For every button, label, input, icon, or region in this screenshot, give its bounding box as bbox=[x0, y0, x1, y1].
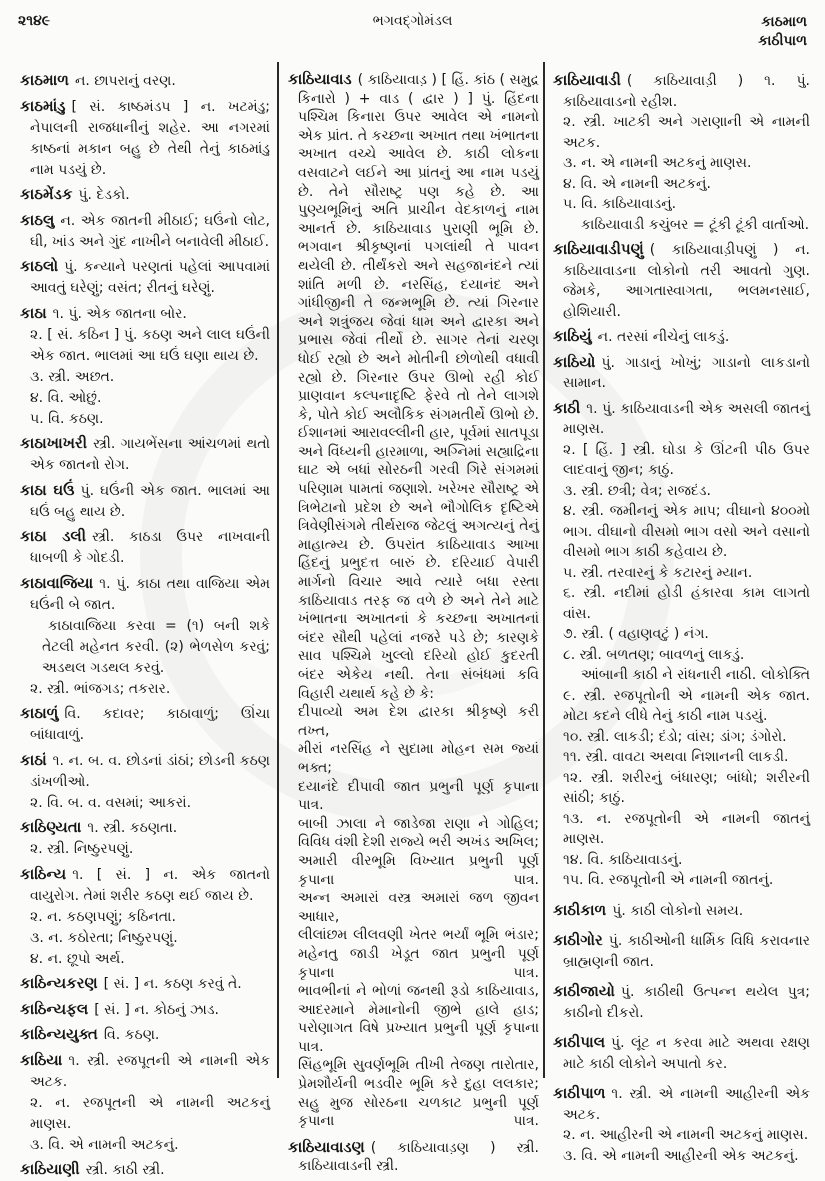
page-number: ૨૧૪૯ bbox=[18, 13, 51, 29]
verse-line: પ્રેમશૌર્યની ભડવીર ભૂમિ કરે દુહા લલકાર; bbox=[298, 1076, 539, 1093]
headword: કાઠા ઘઉં bbox=[20, 480, 75, 499]
sense-line: ૩. ન. એ નામની અટકનું માણસ. bbox=[563, 155, 752, 171]
definition: પું. કાઠી લોકોનો સમય. bbox=[612, 902, 744, 919]
column-divider-right bbox=[543, 62, 545, 1078]
headword: કાઠિણ્યતા bbox=[20, 818, 82, 836]
definition: સ્ત્રી. કાઠી સ્ત્રી. bbox=[85, 1162, 165, 1178]
usage-example: કાઠિયાવાડી કચુંબર = ટૂંકી ટૂંકી વાર્તાઓ. bbox=[581, 216, 810, 233]
headword: કાઠિન્યફલ bbox=[20, 999, 89, 1018]
definition: ૧. પું. કાઠિયાવાડની એક અસલી જાતનું માણસ. bbox=[563, 400, 810, 437]
definition: ૧. ન. બ. વ. છોડનાં ડાંઠાં; છોડની કઠણ ડાંખળીઓ. bbox=[30, 752, 270, 790]
definition: ન. છાપરાનું વરણ. bbox=[74, 73, 176, 89]
sense-line: ૨. ન. આહીરની એ નામની અટકનું માણસ. bbox=[563, 1127, 809, 1143]
sense-line: ૨. [ સં. કઠિન ] પું. કઠણ અને લાલ ઘઉંની એક જાત. ભાલમાં આ ઘઉં ઘણા થાય છે. bbox=[30, 326, 270, 364]
guide-words bbox=[758, 13, 807, 51]
headword: કાઠિયાવાડણ bbox=[288, 1137, 365, 1156]
headword: કાઠાળું bbox=[20, 704, 59, 722]
sense-line: ૨. સ્ત્રી. ખાટકી અને ગરાણાની એ નામની અટક. bbox=[563, 114, 810, 151]
headword: કાઠિન્યયુક્ત bbox=[20, 1025, 98, 1043]
verse-line: મીરાં નરસિંહ ને સુદામા મોહન સમ જ્યાં ભક્ત; bbox=[298, 741, 539, 776]
definition: ( કાઠિયાવાડ઼ી ) ૧. પું. કાઠિયાવાડનો રહીશ. bbox=[563, 73, 810, 110]
dictionary-entry bbox=[553, 930, 810, 972]
headword: કાઠમાળ bbox=[20, 71, 69, 89]
dictionary-entry bbox=[20, 210, 270, 253]
dictionary-entry bbox=[20, 433, 270, 476]
headword: કાઠિયો bbox=[553, 352, 596, 371]
usage-example: કાઠાવાજિયા કરવા = (૧) બની શકે તેટલી મહેનત કરવી. (૨) ભેળસેળ કરવું; અડથલ ગડથલ કરવું. bbox=[42, 617, 270, 676]
dictionary-entry bbox=[20, 184, 270, 206]
dictionary-entry bbox=[20, 526, 270, 569]
sense-line: ૫. વિ. કઠણ. bbox=[30, 410, 104, 427]
headword: કાઠલુ bbox=[20, 210, 55, 229]
headword: કાઠિયાવાડીપણું bbox=[553, 240, 644, 258]
proverb-source: લોકોક્તિ bbox=[761, 667, 810, 683]
dictionary-entry bbox=[20, 1159, 270, 1181]
sense-line: ૩. વિ. એ નામની આહીરની એક અટકનું. bbox=[563, 1147, 799, 1164]
headword: કાઠિયાવાડ bbox=[288, 70, 352, 88]
sense-line: ૫. સ્ત્રી. તરવારનું કે કટારનું મ્યાન. bbox=[563, 564, 753, 581]
verse-line: અન્ન અમારાં વસ્ત્ર અમારાં જળ જીવન આધાર, bbox=[298, 890, 539, 925]
headword: કાઠીગોર bbox=[553, 931, 603, 949]
definition: પું. કન્યાને પરણતાં પહેલાં આપવામાં આવતું ઘરેણું; વસંત; રીતનું ઘરેણું. bbox=[30, 259, 270, 296]
dictionary-entry bbox=[20, 256, 270, 299]
dictionary-entry bbox=[288, 70, 539, 703]
verse-line: ભાવભીનાં ને ભોળાં જનથી રૂડો કાઠિયાવાડ, bbox=[298, 983, 539, 1000]
dictionary-entry bbox=[553, 239, 810, 322]
dictionary-entry bbox=[20, 999, 270, 1021]
column-1 bbox=[20, 70, 270, 1181]
verse-line: દયાનંદે દીપાવી જાત પ્રભુની પૂર્ણ કૃપાના પાત્ર. bbox=[298, 778, 539, 814]
definition: [ સં. ] ન. કઠણ કરવું તે. bbox=[103, 976, 242, 992]
definition: ન. તરસાં નીચેનું લાકડું. bbox=[597, 329, 730, 345]
definition: પું. લૂંટ ન કરવા માટે અથવા રક્ષણ માટે કાઠી લોકોને અપાતો કર. bbox=[563, 1035, 810, 1072]
verse-line: બાબી ઝાલા ને જાડેજા રાણા ને ગોહિલ; bbox=[298, 815, 539, 832]
book-title: ભગવદ્ગોમંડલ bbox=[372, 13, 453, 29]
dictionary-entry bbox=[20, 973, 270, 995]
sense-line: ૪. ન. છૂપો અર્થ. bbox=[30, 950, 125, 967]
proverb-text: આંબાની કાઠી ને રાંધનારી નાઠી. bbox=[581, 667, 757, 683]
dictionary-entry bbox=[20, 573, 270, 616]
dictionary-entry bbox=[20, 96, 270, 181]
sense-line: ૫. વિ. કાઠિયાવાડનું. bbox=[563, 196, 677, 212]
dictionary-entry bbox=[20, 70, 270, 92]
dictionary-entry bbox=[20, 303, 270, 325]
headword: કાઠિયું bbox=[553, 327, 592, 345]
dictionary-entry bbox=[20, 703, 270, 746]
headword: કાઠિન્યકરણ bbox=[20, 974, 98, 992]
sense-line: ૨. વિ. બ. વ. વસમાં; આકરાં. bbox=[30, 794, 192, 811]
sense-line: ૧૩. ન. રજપૂતોની એ નામની જાતનું માણસ. bbox=[563, 810, 810, 847]
dictionary-entry bbox=[20, 1050, 270, 1093]
headword: કાઠિયાણી bbox=[20, 1160, 80, 1178]
sense-line: ૧૧. સ્ત્રી. વાવટા અથવા નિશાનની લાકડી. bbox=[563, 749, 789, 765]
column-divider-left bbox=[277, 62, 279, 1078]
dictionary-entry bbox=[553, 326, 810, 348]
sense-line: ૭. સ્ત્રી. ( વહાણવટું ) નંગ. bbox=[563, 626, 709, 642]
definition: પું. ગાડાનું ખોખું; ગાડાનો લાકડાનો સામાન. bbox=[563, 354, 810, 391]
sense-line: ૩. વિ. એ નામની અટકનું. bbox=[30, 1136, 179, 1153]
definition: ૧. પું. કાઠા તથા વાજિયા એમ ઘઉંની બે જાત. bbox=[30, 575, 270, 613]
definition: પું. દેડકો. bbox=[78, 187, 130, 203]
definition: ૧. સ્ત્રી. એ નામની આહીરની એક અટક. bbox=[563, 1086, 810, 1123]
headword: કાઠા bbox=[20, 303, 47, 322]
definition: ૧. પું. એક જાતના બોર. bbox=[52, 305, 187, 322]
sense-line: ૯. સ્ત્રી. રજપૂતોની એ નામની એક જાત. મોટા કદને લીધે તેનું કાઠી નામ પડયું. bbox=[563, 687, 810, 724]
proverb-example bbox=[553, 665, 810, 686]
headword: કાઠાખાખરી bbox=[20, 434, 88, 452]
definition: ૧. સ્ત્રી. રજપૂતની એ નામની એક અટક. bbox=[30, 1052, 270, 1090]
dictionary-entry bbox=[553, 900, 810, 922]
headword: કાઠિન્ય bbox=[20, 864, 67, 883]
sense-line: ૪. વિ. એ નામની અટકનું. bbox=[563, 175, 711, 192]
guide-word-first: કાઠમાળ bbox=[761, 14, 807, 30]
sense-line: ૩. સ્ત્રી. છત્રી; વેત્ર; રાજદંડ. bbox=[563, 482, 711, 499]
definition: ન. એક જાતની મીઠાઈ; ઘઉંનો લોટ, ઘી, ખાંડ અને ગુંદ નાખીને બનાવેલી મીઠાઈ. bbox=[30, 212, 270, 250]
sense-line: ૩. સ્ત્રી. અછત. bbox=[30, 368, 115, 385]
dictionary-entry bbox=[20, 750, 270, 793]
sense-line: ૪. સ્ત્રી. જમીનનું એક માપ; વીઘાનો ૪૦૦મો ભાગ. વીઘાનો વીસમો ભાગ વસો અને વસાનો વીસમો ભાગ કાઠી કહેવાય છે. bbox=[563, 503, 810, 560]
definition: પું. કાઠીથી ઉત્પન્ન થયેલ પુત્ર; કાઠીનો દીકરો. bbox=[563, 984, 810, 1021]
headword: કાઠીકાળ bbox=[553, 900, 607, 919]
headword: કાઠી bbox=[553, 398, 581, 417]
dictionary-entry bbox=[553, 398, 810, 440]
definition: ( કાઠિયાવાડ઼ ) [ હિં. કાંઠ ( સમુદ્ર કિનારો ) + વાડ ( દ્વાર ) ] પું. હિંદના પશ્ચિમ કિનારા ઉપર આવેલ એ નામનો એક પ્રાંત. તે કચ્છના અખાત તથા ખંભાતના અખાત વચ્ચે આવેલ છે. કાઠી લોકના વસવાટને લઈને આ પ્રાંતનું આ નામ પડયું છે. તેને સૌરાષ્ટ્ર પણ કહે છે. આ પુણ્યભૂમિનું અતિ પ્રાચીન વેદકાળનું નામ આનર્ત છે. કાઠિયાવાડ પુરાણી ભૂમિ છે. ભગવાન શ્રીકૃષ્ણનાં પગલાંથી તે પાવન થયેલી છે. તીર્થંકરો અને સહજાનંદને ત્યાં શાંતિ મળી છે. નરસિંહ, દયાનંદ અને ગાંધીજીની તે જન્મભૂમિ છે. ત્યાં ગિરનાર અને શત્રુંજય જેવાં ધામ અને દ્વારકા અને પ્રભાસ જેવાં તીર્થો છે. સાગર તેનાં ચરણ ધોઈ રહ્યો છે અને મોતીની છોળોથી વધાવી રહ્યો છે. ગિરનાર ઉપર ઊભો રહી કોઈ પ્રાણવાન કલ્પનાદૃષ્ટિ ફેરવે તો તેને લાગશે કે, પોતે કોઈ અલૌકિક સંગમતીર્થે ઊભો છે. ઈશાનમાં આરાવલ્લીની હાર, પૂર્વમાં સાતપૂડા અને વિંધ્યની હારમાળા, અગ્નિમાં સહ્યાદ્રિના ઘાટ એ બધાં સોરઠની ગરવી ગિરે સંગમમાં પરિણામ પામતાં જણાશે. ખરેખર સૌરાષ્ટ્ર એ ત્રિભેટાનો પ્રદેશ છે અને ભૌગોલિક દૃષ્ટિએ ત્રિવેણીસંગમે તીર્થરાજ જેટલું અગત્યનું તેનું માહાત્મ્ય છે. ઉપરાંત કાઠિયાવાડ આખા હિંદનું પ્રભુદત્ત બારું છે. દરિયાઈ વેપારી માર્ગનો વિચાર આવે ત્યારે બધા રસ્તા કાઠિયાવાડ તરફ જ વળે છે અને તેને માટે ખંભાતના અખાતનાં કે કચ્છના અખાતનાં બંદર સૌથી પહેલાં નજરે પડે છે; કારણકે સાવ પશ્ચિમે ખુલ્લો દરિયો હોઈ કુદરતી બંદર એકેય નથી. તેના સંબંધમાં કવિ વિહારી યથાર્થ કહે છે કે: bbox=[298, 72, 539, 702]
verse-line: સિંહભૂમિ સુવર્ણભૂમિ તીખી તેજણ તારોતાર, bbox=[298, 1057, 539, 1074]
sense-line: ૪. વિ. ઓછું. bbox=[30, 389, 102, 406]
dictionary-entry bbox=[20, 817, 270, 839]
sense-line: ૧૨. સ્ત્રી. શરીરનું બંધારણ; બાંધો; શરીરની સાંઠી; કાઠું. bbox=[563, 769, 810, 806]
definition: ( કાઠિયાવાડ઼ણ ) સ્ત્રી. કાઠિયાવાડની સ્ત્રી. bbox=[298, 1139, 539, 1175]
sense-line: ૨. [ હિં. ] સ્ત્રી. ઘોડા કે ઊંટની પીઠ ઉપર લાદવાનું જીન; કાઠું. bbox=[563, 441, 810, 478]
headword: કાઠલો bbox=[20, 257, 59, 275]
headword: કાઠા ડલી bbox=[20, 527, 87, 545]
sense-line: ૮. સ્ત્રી. બળતણ; બાવળનું લાકડું. bbox=[563, 646, 745, 663]
verse-line: અમારી વીરભૂમિ વિખ્યાત પ્રભુની પૂર્ણ કૃપાના પાત્ર. bbox=[298, 852, 539, 888]
headword: કાઠિયાવાડી bbox=[553, 71, 621, 89]
sense-line: ૨. ન. રજપૂતની એ નામની અટકનું માણસ. bbox=[30, 1094, 270, 1132]
headword: કાઠમાંડુ bbox=[20, 96, 66, 115]
definition: ( કાઠિયાવાડ઼ીપણું ) ન. કાઠિયાવાડના લોકોનો તરી આવતો ગુણ. જેમકે, આગતાસ્વાગતા, ભલમનસાઈ, હોશિયારી. bbox=[563, 242, 810, 320]
verse-line: સહુ મુજ સોરઠના ચળકાટ પ્રભુની પૂર્ણ કૃપાના પાત્ર. bbox=[298, 1094, 539, 1130]
dictionary-entry bbox=[553, 1032, 810, 1074]
sense-line: ૨. સ્ત્રી. ભાંજગડ; તકરાર. bbox=[30, 680, 171, 697]
definition: વિ. કદાવર; કાઠાવાળું; ઊંચા બાંધાવાળું. bbox=[30, 706, 270, 743]
verse-line: લીલાંછમ લીલવણી ખેતર ભર્યાં ભૂમિ ભંડાર; bbox=[298, 927, 539, 944]
dictionary-entry bbox=[288, 1138, 539, 1176]
headword: કાઠીપાલ bbox=[553, 1033, 606, 1051]
definition: પું. કાઠીઓની ધાર્મિક વિધિ કરાવનાર બ્રાહ્મણની જાત. bbox=[563, 933, 810, 970]
sense-line: ૧૦. સ્ત્રી. લાકડી; દંડો; વાંસ; ડાંગ; ડંગોરો. bbox=[563, 728, 787, 745]
dictionary-entry bbox=[20, 1024, 270, 1046]
headword: કાઠમેંડક bbox=[20, 185, 73, 203]
definition: ૧. સ્ત્રી. કઠણતા. bbox=[87, 820, 178, 836]
dictionary-entry bbox=[553, 352, 810, 394]
dictionary-entry bbox=[553, 981, 810, 1023]
definition: ૧. [ સં. ] ન. એક જાતનો વાયુરોગ. તેમાં શરીર કઠણ થઈ જાય છે. bbox=[30, 866, 270, 904]
sense-line: ૧૫. વિ. રજપૂતોની એ નામની જાતનું. bbox=[563, 872, 774, 888]
sense-line: ૩. ન. કઠોરતા; નિષ્ઠુરપણું. bbox=[30, 929, 178, 946]
column-2 bbox=[288, 70, 539, 1176]
definition: [ સં. કાષ્ઠમંડપ ] ન. ખટમંડુ; નેપાલની રાજધાનીનું શહેર. આ નગરમાં કાષ્ઠનાં મકાન બહુ છે તેથી તેનું કાઠમાંડુ નામ પડયું છે. bbox=[30, 98, 270, 178]
headword: કાઠીપાળ bbox=[553, 1084, 606, 1102]
verse-line: પરોણાગત વિષે પ્રખ્યાત પ્રભુની પૂર્ણ કૃપાના પાત્ર. bbox=[298, 1020, 539, 1055]
sense-line: ૨. સ્ત્રી. નિષ્ઠુરપણું. bbox=[30, 841, 134, 857]
definition: પું. ઘઉંની એક જાત. ભાલમાં આ ઘઉં બહુ થાય છે. bbox=[30, 482, 270, 520]
dictionary-entry bbox=[20, 864, 270, 907]
definition: સ્ત્રી. કાઠડા ઉપર નાખવાની ધાબળી કે ગોદડી. bbox=[30, 529, 270, 566]
verse-line: વિવિધ વંશી દેશી રાજ્યે ભરી અખંડ અખિલ; bbox=[298, 834, 539, 851]
definition: [ સં. ] ન. કોઠનું ઝાડ. bbox=[94, 1001, 219, 1018]
guide-word-last: કાઠીપાળ bbox=[758, 33, 807, 49]
definition: વિ. કઠણ. bbox=[103, 1027, 160, 1043]
sense-line: ૧૪. વિ. કાઠિયાવાડનું. bbox=[563, 851, 683, 868]
verse-line: આદરમાને મેમાનોની જીભે હાલે હાડ; bbox=[298, 1001, 539, 1018]
headword: કાઠાં bbox=[20, 750, 47, 769]
verse-line: દીપાવ્યો અમ દેશ દ્વારકા શ્રીકૃષ્ણે કરી તખ્ત, bbox=[298, 704, 539, 739]
headword: કાઠિયા bbox=[20, 1050, 63, 1069]
sense-line: ૨. ન. કઠણપણું; કઠિનતા. bbox=[30, 908, 176, 925]
sense-line: ૬. સ્ત્રી. નદીમાં હોડી હંકારવા કામ લાગતો વાંસ. bbox=[563, 585, 810, 622]
headword: કાઠાવાજિયા bbox=[20, 573, 94, 592]
verse-line: મહેનતુ જાડી ખેડૂત જાત પ્રભુની પૂર્ણ કૃપાના પાત્ર. bbox=[298, 945, 539, 981]
dictionary-entry bbox=[20, 480, 270, 523]
dictionary-entry bbox=[553, 1083, 810, 1125]
dictionary-entry bbox=[553, 70, 810, 112]
headword: કાઠીજાયો bbox=[553, 982, 615, 1000]
definition: સ્ત્રી. ગાયભેંસના આંચળમાં થતો એક જાતનો રોગ. bbox=[30, 436, 270, 473]
column-3 bbox=[553, 70, 810, 1166]
